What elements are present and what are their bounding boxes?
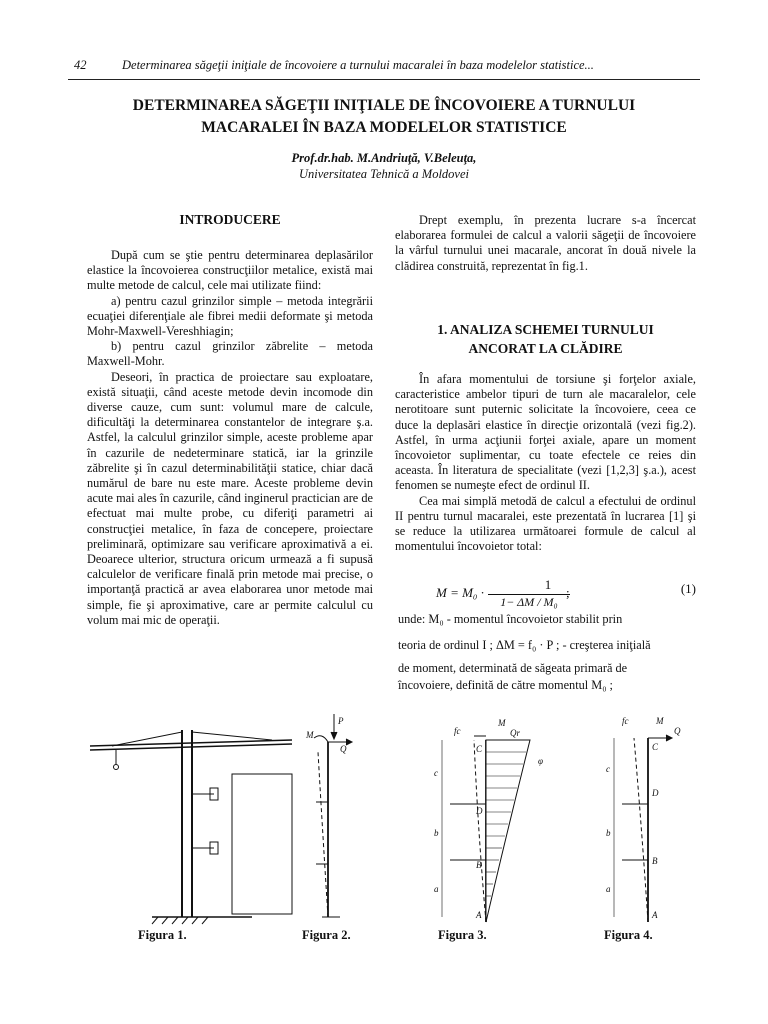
caption-figure-2: Figura 2. bbox=[302, 928, 351, 942]
page-number: 42 bbox=[74, 58, 87, 72]
paragraph: În afara momentului de torsiune şi forţelor axiale, caracteristice ambelor tipuri de turn ale macaralelor, cele nerotitoare sunt puternic solicitate la încovoiere, ceea ce duce la deplasări elastice în direcţie orizontală (vezi fig.2). Astfel, în urma acţiunii forţei axiale, apare un moment încovoietor suplimentar, cu toate efectele ce reies din aceasta. În literatura de specialitate (vezi [1,2,3] ş.a.), acest fenomen se numeşte efect de ordinul II. bbox=[395, 372, 696, 493]
equation-1 bbox=[436, 577, 696, 609]
paragraph: Deseori, în practica de proiectare sau exploatare, există situaţii, când aceste metode devin incomode din diverse cauze, cum sunt: volumul mare de calcule, dificultăţi la determinarea constantelor de integrare ş.a. Astfel, la calculul grinzilor simple, aceste probleme apar în cazurile de nedeterminare statică, iar la grinzile zăbrelite şi în cazul determinabilităţii statice, chiar dacă numărul de bare nu este mare. Aceste probleme devin acute mai ales în cazurile, când inginerul practician are de efectuat mai multe probe, cu diferiţi parametri ai construcţiei metalice, în faza de concepere, proiectare preliminară, optimizare sau verificare aproximativă a ei. Deoarece ulterior, structura oricum urmează a fi supusă calculelor de verificare finală prin metode mai precise, o importanţă practică ar avea elaborarea unor metode mai simple, fie şi aproximative, care ar permite calculul cu volum mai mic de operaţii. bbox=[87, 369, 373, 627]
figure-2-scheme bbox=[305, 714, 352, 917]
label-B: B bbox=[652, 856, 658, 866]
label-M: M bbox=[306, 730, 314, 740]
paper-title bbox=[60, 95, 708, 139]
paragraph: a) pentru cazul grinzilor simple – metoda integrării ecuaţiei diferenţiale ale fibrei medii deformate şi metoda Mohr-Maxwell-Vereshhiagin; bbox=[87, 293, 373, 339]
equation-denominator: 1− ΔM / M₀ bbox=[500, 595, 558, 609]
label-Q: Q bbox=[340, 744, 347, 754]
label-M: M bbox=[498, 718, 506, 728]
label-A: A bbox=[476, 910, 482, 920]
affiliation: Universitatea Tehnică a Moldovei bbox=[299, 167, 469, 181]
label-Qr: Qr bbox=[510, 728, 521, 738]
label-D: D bbox=[652, 788, 659, 798]
label-a: a bbox=[606, 884, 611, 894]
text-line: încovoiere, definită de către momentul M₀ ; bbox=[398, 678, 613, 692]
label-P: P bbox=[338, 716, 344, 726]
section-heading-introducere: INTRODUCERE bbox=[179, 212, 281, 227]
teoria-line: teoria de ordinul I ; ΔM = f₀ · P ; - creşterea iniţială bbox=[398, 638, 651, 652]
label-C: C bbox=[476, 744, 483, 754]
paragraph: După cum se ştie pentru determinarea deplasărilor elastice la încovoierea construcţiilor metalice, există mai multe metode de calcul, cele mai utilizate fiind: bbox=[87, 248, 373, 293]
label-c: c bbox=[606, 764, 610, 774]
moment-text bbox=[398, 660, 698, 694]
equation-tail: ; bbox=[566, 585, 570, 600]
left-column bbox=[87, 248, 373, 628]
text-line: de moment, determinată de săgeata primară de bbox=[398, 661, 628, 675]
authors: Prof.dr.hab. M.Andriuţă, V.Beleuţa, bbox=[291, 151, 477, 165]
label-fc: fc bbox=[622, 716, 629, 726]
paragraph: Cea mai simplă metodă de calcul a efectului de ordinul II pentru turnul macaralei, este prezentată în lucrarea [1] şi se reduce la utilizarea următoarei formule de calcul al momentului încovoietor total: bbox=[395, 493, 696, 554]
label-Q: Q bbox=[674, 726, 681, 736]
label-A: A bbox=[652, 910, 658, 920]
label-phi: φ bbox=[538, 756, 543, 766]
equation-lhs: M = M₀ · bbox=[436, 585, 484, 600]
section-heading-line: 1. ANALIZA SCHEMEI TURNULUI bbox=[437, 322, 654, 337]
title-line-1: DETERMINAREA SĂGEŢII INIŢIALE DE ÎNCOVOIERE A TURNULUI bbox=[132, 97, 636, 114]
label-fc: fc bbox=[454, 726, 461, 736]
label-b: b bbox=[434, 828, 439, 838]
label-a: a bbox=[434, 884, 439, 894]
running-title: Determinarea săgeţii iniţiale de încovoiere a turnului macaralei în baza modelelor statistice... bbox=[122, 58, 594, 72]
label-c: c bbox=[434, 768, 438, 778]
title-line-2: MACARALEI ÎN BAZA MODELELOR STATISTICE bbox=[201, 119, 567, 136]
figures-panel bbox=[82, 712, 702, 934]
figure-3-moment-diagram bbox=[434, 718, 543, 922]
caption-figure-1: Figura 1. bbox=[138, 928, 187, 942]
section-heading-analiza bbox=[395, 320, 696, 358]
right-column bbox=[395, 372, 696, 554]
label-D: D bbox=[476, 806, 483, 816]
figure-4-deflection bbox=[606, 716, 681, 922]
caption-figure-3: Figura 3. bbox=[438, 928, 487, 942]
paragraph: Drept exemplu, în prezenta lucrare s-a încercat elaborarea formulei de calcul a valorii săgeţii de încovoiere la vârful turnului unei macarale, ancorat în două nivele la clădirea construită, reprezentat în fig.1. bbox=[395, 213, 696, 273]
label-B: B bbox=[476, 860, 482, 870]
equation-number: (1) bbox=[680, 581, 696, 596]
label-b: b bbox=[606, 828, 611, 838]
paragraph: b) pentru cazul grinzilor zăbrelite – metoda Maxwell-Mohr. bbox=[87, 339, 373, 369]
header-rule bbox=[68, 79, 700, 80]
label-C: C bbox=[652, 742, 659, 752]
right-intro bbox=[395, 213, 696, 274]
equation-numerator: 1 bbox=[544, 577, 552, 592]
label-M: M bbox=[656, 716, 664, 726]
section-heading-line: ANCORAT LA CLĂDIRE bbox=[468, 341, 623, 356]
figure-1-crane bbox=[90, 730, 292, 924]
caption-figure-4: Figura 4. bbox=[604, 928, 653, 942]
unde-line: unde: M₀ - momentul încovoietor stabilit prin bbox=[398, 612, 623, 626]
